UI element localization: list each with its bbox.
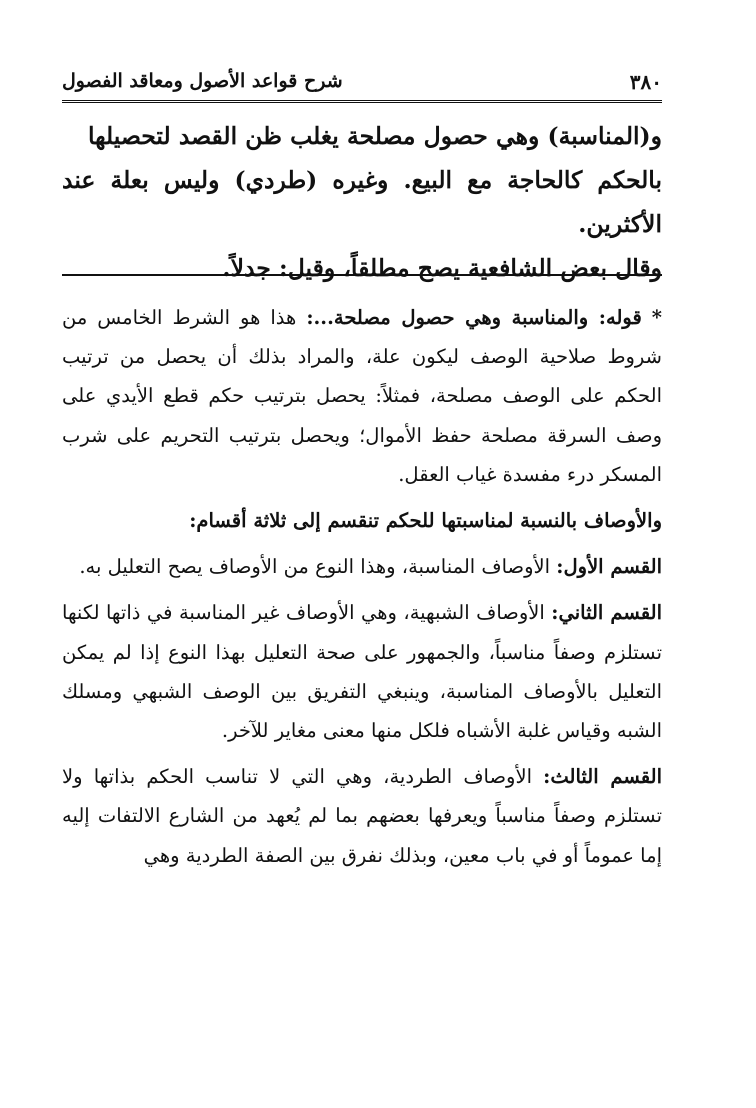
- section-label: القسم الثاني:: [551, 601, 662, 625]
- commentary-paragraph: [62, 757, 662, 875]
- page-header: [62, 66, 662, 100]
- matn-text: [62, 114, 662, 290]
- quoted-lemma: قوله: والمناسبة وهي حصول مصلحة...:: [306, 306, 642, 329]
- matn-line: وقال بعض الشافعية يصح مطلقاً، وقيل: جدلاً.: [222, 254, 662, 282]
- page-number: ٣٨٠: [629, 70, 662, 94]
- matn-line: بالحكم كالحاجة مع البيع. وغيره (طردي) وليس بعلة عند الأكثرين.: [62, 166, 662, 238]
- paragraph-text: الأوصاف المناسبة، وهذا النوع من الأوصاف يصح التعليل به.: [79, 555, 551, 579]
- asterisk-marker: *: [651, 306, 662, 329]
- section-label: القسم الأول:: [556, 555, 662, 579]
- header-rule: [62, 100, 662, 103]
- matn-commentary-separator: [62, 274, 662, 276]
- commentary-paragraph: [62, 547, 662, 586]
- commentary: [62, 298, 662, 875]
- paragraph-text: الأوصاف الطردية، وهي التي لا تناسب الحكم بذاتها ولا تستلزم وصفاً مناسباً ويعرفها بعضهم بما لم يُعهد من الشارع الالتفات إليه إما عموماً أو في باب معين، وبذلك نفرق بين الصفة الطردية وهي: [62, 765, 662, 867]
- commentary-paragraph: والأوصاف بالنسبة لمناسبتها للحكم تنقسم إلى ثلاثة أقسام:: [189, 509, 662, 533]
- paragraph-text: هذا هو الشرط الخامس من شروط صلاحية الوصف ليكون علة، والمراد بذلك أن يحصل من ترتيب الحكم على الوصف مصلحة، فمثلاً: يحصل بترتيب حكم قطع الأيدي على وصف السرقة مصلحة حفظ الأموال؛ ويحصل بترتيب التحريم على شرب المسكر درء مفسدة غياب العقل.: [62, 306, 662, 486]
- paragraph-text: الأوصاف الشبهية، وهي الأوصاف غير المناسبة في ذاتها لكنها تستلزم وصفاً مناسباً، والجمهور على صحة التعليل بهذا النوع إذا لم يمكن التعليل بالأوصاف المناسبة، وينبغي التفريق بين الوصف الشبهي ومسلك الشبه وقياس غلبة الأشباه فلكل منها معنى مغاير للآخر.: [62, 601, 662, 743]
- commentary-paragraph: [62, 298, 662, 494]
- matn-line: و(المناسبة) وهي حصول مصلحة يغلب ظن القصد لتحصيلها: [87, 122, 662, 150]
- running-title: شرح قواعد الأصول ومعاقد الفصول: [62, 70, 343, 92]
- section-label: القسم الثالث:: [543, 765, 662, 789]
- commentary-paragraph: [62, 593, 662, 750]
